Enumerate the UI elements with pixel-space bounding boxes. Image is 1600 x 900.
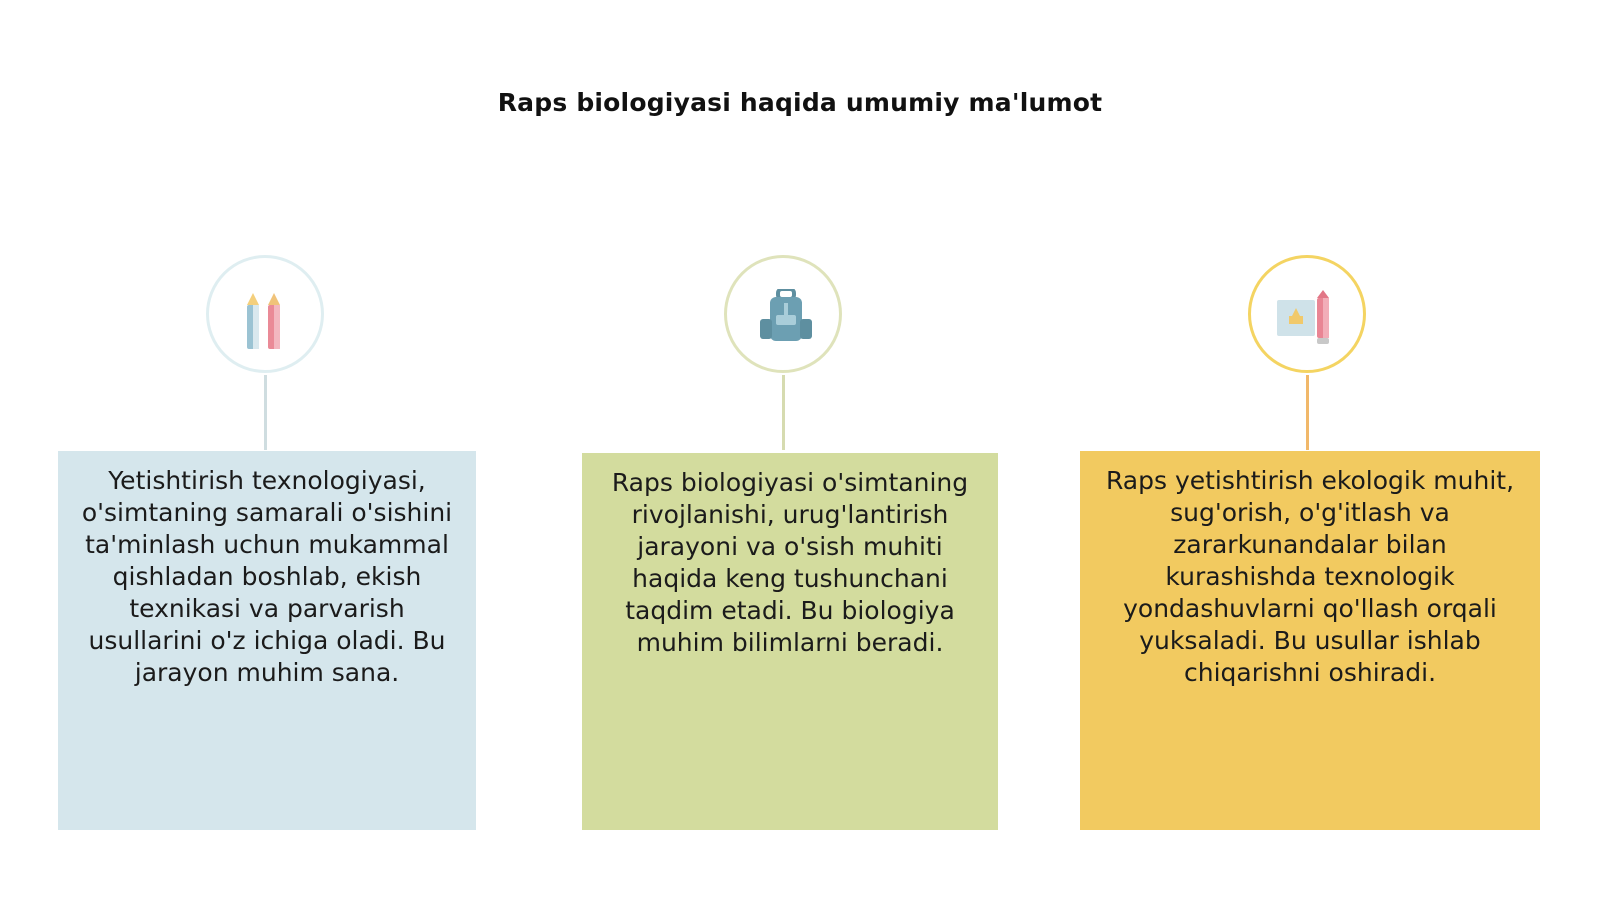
info-card-3 [1080, 451, 1540, 830]
info-card-text: Raps yetishtirish ekologik muhit, sug'orish, o'g'itlash va zararkunandalar bilan kurashishda texnologik yondashuvlarni qo'llash orqali yuksaladi. Bu usullar ishlab chiqarishni oshiradi. [1105, 466, 1515, 687]
icon-circle-3 [1248, 255, 1366, 373]
connector-line-2 [782, 375, 785, 450]
backpack-icon [758, 289, 814, 345]
connector-line-1 [264, 375, 267, 450]
info-card-2 [582, 453, 998, 830]
info-card-text: Raps biologiyasi o'simtaning rivojlanishi, urug'lantirish jarayoni va o'sish muhiti haqida keng tushunchani taqdim etadi. Bu biologiya muhim bilimlarni beradi. [611, 468, 969, 657]
icon-circle-1 [206, 255, 324, 373]
pencils-icon [238, 293, 294, 353]
drawing-pencil-icon [1275, 290, 1337, 346]
page-title: Raps biologiyasi haqida umumiy ma'lumot [497, 88, 1103, 117]
info-card-1 [58, 451, 476, 830]
icon-circle-2 [724, 255, 842, 373]
info-card-text: Yetishtirish texnologiyasi, o'simtaning samarali o'sishini ta'minlash uchun mukammal qishladan boshlab, ekish texnikasi va parvarish usullarini o'z ichiga oladi. Bu jarayon muhim sana. [81, 466, 453, 687]
connector-line-3 [1306, 375, 1309, 450]
